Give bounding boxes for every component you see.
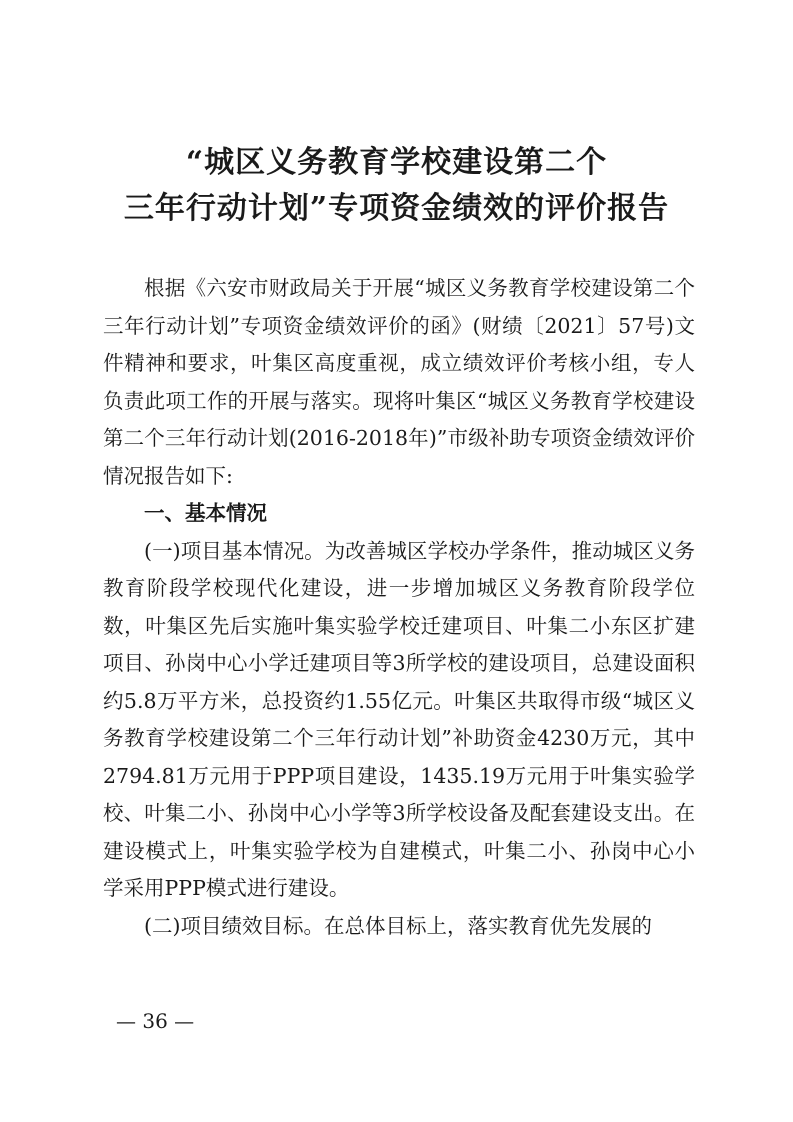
- section-heading-basic-situation: 一、基本情况: [144, 501, 267, 525]
- document-title-line-1: “城区义务教育学校建设第二个: [185, 145, 608, 180]
- project-basic-situation-paragraph: (一)项目基本情况。为改善城区学校办学条件，推动城区义务教育阶段学校现代化建设，进一步增加城区义务教育阶段学位数，叶集区先后实施叶集实验学校迁建项目、叶集二小东区扩建项目、孙岗中心小学迁建项目等3所学校的建设项目，总建设面积约5.8万平方米，总投资约1.55亿元。叶集区共取得市级“城区义务教育学校建设第二个三年行动计划”补助资金4230万元，其中2794.81万元用于PPP项目建设，1435.19万元用于叶集实验学校、叶集二小、孙岗中心小学等3所学校设备及配套建设支出。在建设模式上，叶集实验学校为自建模式，叶集二小、孙岗中心小学采用PPP模式进行建设。: [103, 538, 695, 900]
- document-title-line-2: 三年行动计划”专项资金绩效的评价报告: [123, 191, 670, 226]
- project-performance-goals-paragraph: (二)项目绩效目标。在总体目标上，落实教育优先发展的: [144, 913, 652, 938]
- page-number: — 36 —: [116, 1009, 195, 1033]
- document-body: [103, 270, 695, 945]
- intro-paragraph: 根据《六安市财政局关于开展“城区义务教育学校建设第二个三年行动计划”专项资金绩效评价的函》(财绩〔2021〕57号)文件精神和要求，叶集区高度重视，成立绩效评价考核小组，专人负责此项工作的开展与落实。现将叶集区“城区义务教育学校建设第二个三年行动计划(2016-2018年)”市级补助专项资金绩效评价情况报告如下:: [103, 276, 695, 488]
